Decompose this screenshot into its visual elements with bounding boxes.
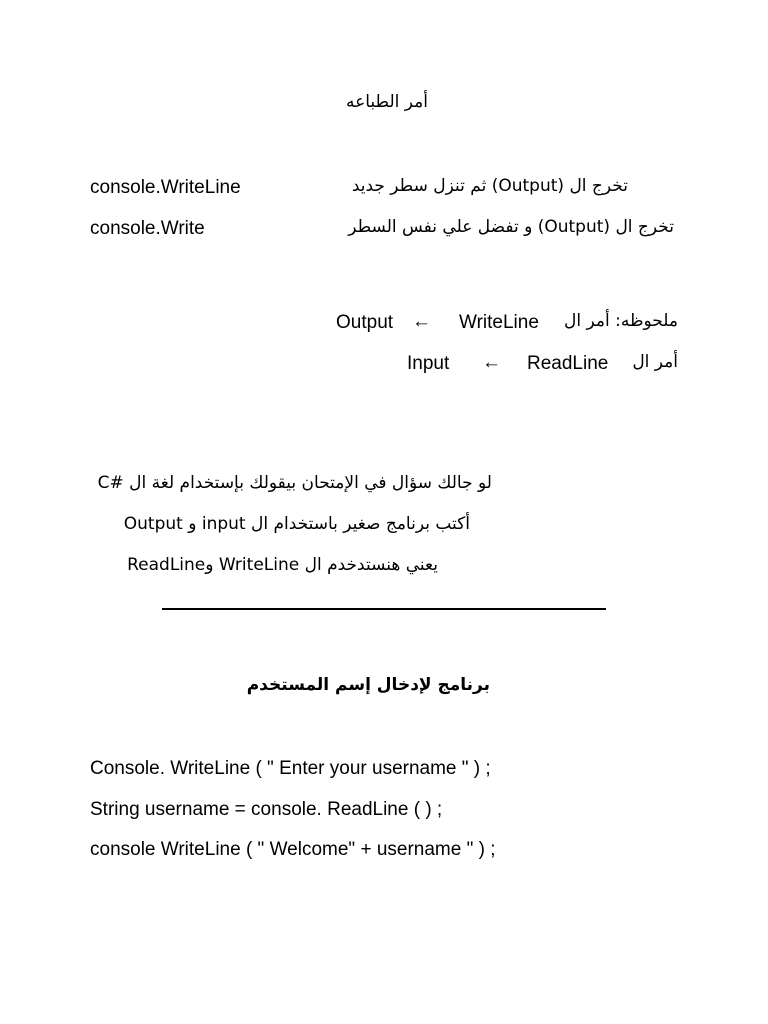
note-line2-command: ReadLine [527, 353, 609, 374]
note-line2-result: Input [407, 353, 450, 374]
note-line1-command: WriteLine [459, 312, 539, 333]
program-title: برنامج لإدخال إسم المستخدم [246, 675, 490, 695]
command-desc-writeline: تخرج ال (Output) ثم تنزل سطر جديد [351, 176, 628, 196]
command-code-writeline: console.WriteLine [90, 177, 241, 198]
code-line-1: Console. WriteLine ( " Enter your username " ) ; [90, 758, 491, 779]
exam-tip-line3: يعني هنستدخدم ال WriteLine وReadLine [127, 555, 438, 575]
code-line-3: console WriteLine ( " Welcome" + username " ) ; [90, 839, 496, 860]
note-line1-arrow-icon: ← [412, 311, 431, 332]
section-divider [162, 608, 606, 610]
note-line1-label: ملحوظه: أمر ال [564, 311, 678, 331]
exam-tip-line1: لو جالك سؤال في الإمتحان بيقولك بإستخدام لغة ال #C [97, 473, 492, 493]
code-line-2: String username = console. ReadLine ( ) ; [90, 799, 443, 820]
exam-tip-line2: أكتب برنامج صغير باستخدام ال input و Output [123, 514, 470, 534]
note-line2-arrow-icon: ← [482, 352, 501, 373]
command-code-write: console.Write [90, 218, 205, 239]
note-line2-label: أمر ال [632, 352, 678, 372]
print-command-heading: أمر الطباعه [345, 92, 428, 112]
note-line1-result: Output [336, 312, 394, 333]
command-desc-write: تخرج ال (Output) و تفضل علي نفس السطر [348, 217, 674, 237]
